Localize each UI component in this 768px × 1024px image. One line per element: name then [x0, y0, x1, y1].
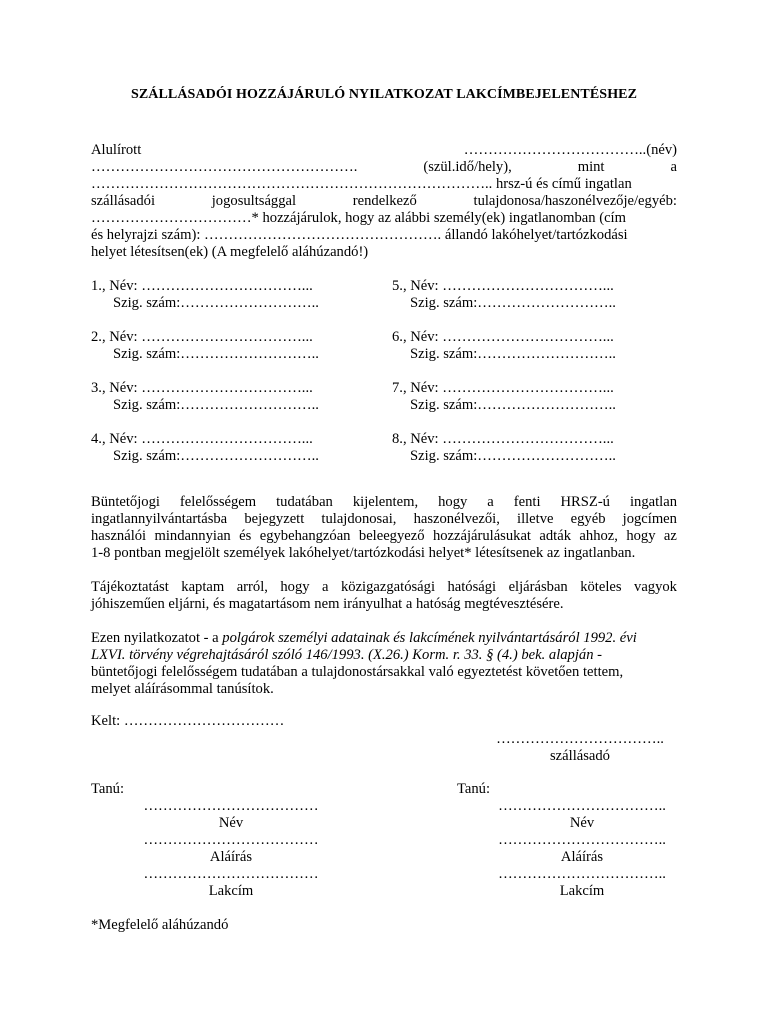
person-id-field: Szig. szám:……………………….. — [113, 448, 319, 464]
word: eljárásban — [508, 579, 568, 595]
person-name-field: 4., Név: ……………………………... — [91, 431, 313, 447]
word: vagyok — [634, 579, 677, 595]
witness-left-label: Tanú: — [91, 781, 125, 797]
intro-line-7: helyet létesítsen(ek) (A megfelelő aláhúzandó!) — [91, 244, 369, 260]
word: ahhoz, — [579, 528, 618, 544]
intro-line-6: és helyrajzi szám): …………………………………………. állandó lakóhelyet/tartózkodási — [91, 227, 628, 243]
person-2 — [91, 329, 319, 363]
word: hatósági — [447, 579, 497, 595]
person-1 — [91, 278, 319, 312]
legal-line-1 — [91, 630, 677, 647]
witness-address-label: Lakcím — [208, 883, 254, 899]
person-id-field: Szig. szám:……………………….. — [410, 448, 616, 464]
person-8 — [392, 431, 616, 465]
person-name-field: 6., Név: ……………………………... — [392, 329, 614, 345]
person-id-field: Szig. szám:……………………….. — [113, 346, 319, 362]
word: hogy — [280, 579, 310, 595]
declaration-last-line: 1-8 pontban megjelölt személyek lakóhelyet/tartózkodási helyet* létesítsenek az ingatlanban. — [91, 545, 636, 561]
word: felelősségem — [179, 494, 257, 510]
person-4 — [91, 431, 319, 465]
word: kijelentem, — [352, 494, 419, 510]
person-5 — [392, 278, 616, 312]
witness-signature-line: ……………………………… — [143, 832, 319, 848]
intro-word-4: tulajdonosa/haszonélvezője/egyéb: — [473, 193, 677, 209]
person-name-field: 7., Név: ……………………………... — [392, 380, 614, 396]
word: fenti — [513, 494, 541, 510]
word: Büntetőjogi — [91, 494, 160, 510]
person-name-field: 1., Név: ……………………………... — [91, 278, 313, 294]
word: jogcímen — [622, 511, 677, 527]
witness-signature-line: …………………………….. — [498, 832, 666, 848]
person-6 — [392, 329, 616, 363]
intro-paragraph — [91, 142, 677, 261]
document-title: SZÁLLÁSADÓI HOZZÁJÁRULÓ NYILATKOZAT LAKCÍMBEJELENTÉSHEZ — [130, 87, 638, 102]
person-id-field: Szig. szám:……………………….. — [113, 295, 319, 311]
intro-line-1 — [91, 142, 677, 159]
word: Tájékoztatást — [91, 579, 169, 595]
word: az — [663, 528, 677, 544]
person-3 — [91, 380, 319, 414]
intro-line-2 — [91, 159, 677, 176]
word: hogy — [626, 528, 656, 544]
person-7 — [392, 380, 616, 414]
person-name-field: 5., Név: ……………………………... — [392, 278, 614, 294]
witness-signature-label: Aláírás — [560, 849, 604, 865]
word: mindannyian — [154, 528, 231, 544]
footnote: *Megfelelő aláhúzandó — [91, 917, 229, 933]
birth-field: ………………………………………………. — [91, 159, 358, 175]
legal-text: Ezen nyilatkozatot - a — [91, 630, 223, 646]
word: a — [487, 494, 494, 510]
person-id-field: Szig. szám:……………………….. — [410, 397, 616, 413]
declaration-paragraph — [91, 494, 677, 562]
word: bejegyzett — [244, 511, 305, 527]
justified-line — [91, 528, 677, 545]
legal-reference: LXVI. törvény végrehajtásáról szóló 146/1993. (X.26.) Korm. r. 33. § (4.) bek. alapján — [91, 647, 594, 663]
word: illetve — [517, 511, 554, 527]
word: HRSZ-ú — [560, 494, 610, 510]
word: adták — [539, 528, 572, 544]
person-id-field: Szig. szám:……………………….. — [410, 346, 616, 362]
word: és — [239, 528, 252, 544]
date-field: Kelt: …………………………… — [91, 713, 285, 729]
witness-right-label: Tanú: — [457, 781, 491, 797]
legal-line-2 — [91, 647, 677, 664]
intro-line-3: ……………………………………………………………………….. hrsz-ú és című ingatlan — [91, 176, 632, 192]
word: hogy — [438, 494, 468, 510]
intro-alulirott: Alulírott — [91, 142, 142, 158]
person-name-field: 3., Név: ……………………………... — [91, 380, 313, 396]
word: arról, — [236, 579, 268, 595]
witness-signature-label: Aláírás — [209, 849, 253, 865]
information-last-line: jóhiszeműen eljárni, és magatartásom nem irányulhat a hatóság megtévesztésére. — [91, 596, 564, 612]
intro-word-2: jogosultsággal — [211, 193, 297, 209]
word: közigazgatósági — [340, 579, 435, 595]
witness-address-line: ……………………………… — [143, 866, 319, 882]
word: tudatában — [276, 494, 333, 510]
word: beleegyező — [358, 528, 425, 544]
legal-line-3: büntetőjogi felelősségem tudatában a tulajdonostársakkal való egyeztetést követően tettem, — [91, 664, 624, 680]
name-field: ………………………………..(név) — [463, 142, 677, 158]
host-signature-label: szállásadó — [550, 748, 610, 764]
witness-name-label: Név — [569, 815, 595, 831]
intro-line-4 — [91, 193, 677, 210]
person-name-field: 8., Név: ……………………………... — [392, 431, 614, 447]
word: hozzájárulásukat — [432, 528, 531, 544]
person-name-field: 2., Név: ……………………………... — [91, 329, 313, 345]
word: a — [322, 579, 329, 595]
witness-name-label: Név — [218, 815, 244, 831]
intro-word-3: rendelkező — [352, 193, 417, 209]
word: egyéb — [570, 511, 606, 527]
information-paragraph — [91, 579, 677, 613]
word: kaptam — [181, 579, 225, 595]
witness-address-line: …………………………….. — [498, 866, 666, 882]
word: köteles — [580, 579, 622, 595]
person-id-field: Szig. szám:……………………….. — [113, 397, 319, 413]
word: egybehangzóan — [259, 528, 351, 544]
person-id-field: Szig. szám:……………………….. — [410, 295, 616, 311]
intro-line-5: ……………………………* hozzájárulok, hogy az alábbi személy(ek) ingatlanomban (cím — [91, 210, 626, 226]
witness-address-label: Lakcím — [559, 883, 605, 899]
word: tulajdonosai, — [321, 511, 397, 527]
word: ingatlan — [629, 494, 677, 510]
host-signature-line: …………………………….. — [496, 731, 664, 747]
witness-name-line: …………………………….. — [498, 798, 666, 814]
justified-line — [91, 511, 677, 528]
intro-word-a: a — [670, 159, 677, 175]
birth-label: (szül.idő/hely), — [423, 159, 512, 175]
intro-word-1: szállásadói — [91, 193, 156, 209]
witness-left — [131, 798, 331, 900]
intro-word-mint: mint — [577, 159, 605, 175]
legal-paragraph — [91, 630, 677, 698]
witness-name-line: ……………………………… — [143, 798, 319, 814]
justified-line — [91, 579, 677, 596]
witness-right — [482, 798, 682, 900]
word: haszonélvezői, — [413, 511, 500, 527]
legal-line-4: melyet aláírásommal tanúsítok. — [91, 681, 274, 697]
legal-text: - — [593, 647, 603, 663]
justified-line — [91, 494, 677, 511]
word: ingatlannyilvántartásba — [91, 511, 228, 527]
legal-reference: polgárok személyi adatainak és lakcímének nyilvántartásáról 1992. évi — [222, 630, 637, 646]
word: használói — [91, 528, 147, 544]
host-signature — [470, 731, 690, 765]
